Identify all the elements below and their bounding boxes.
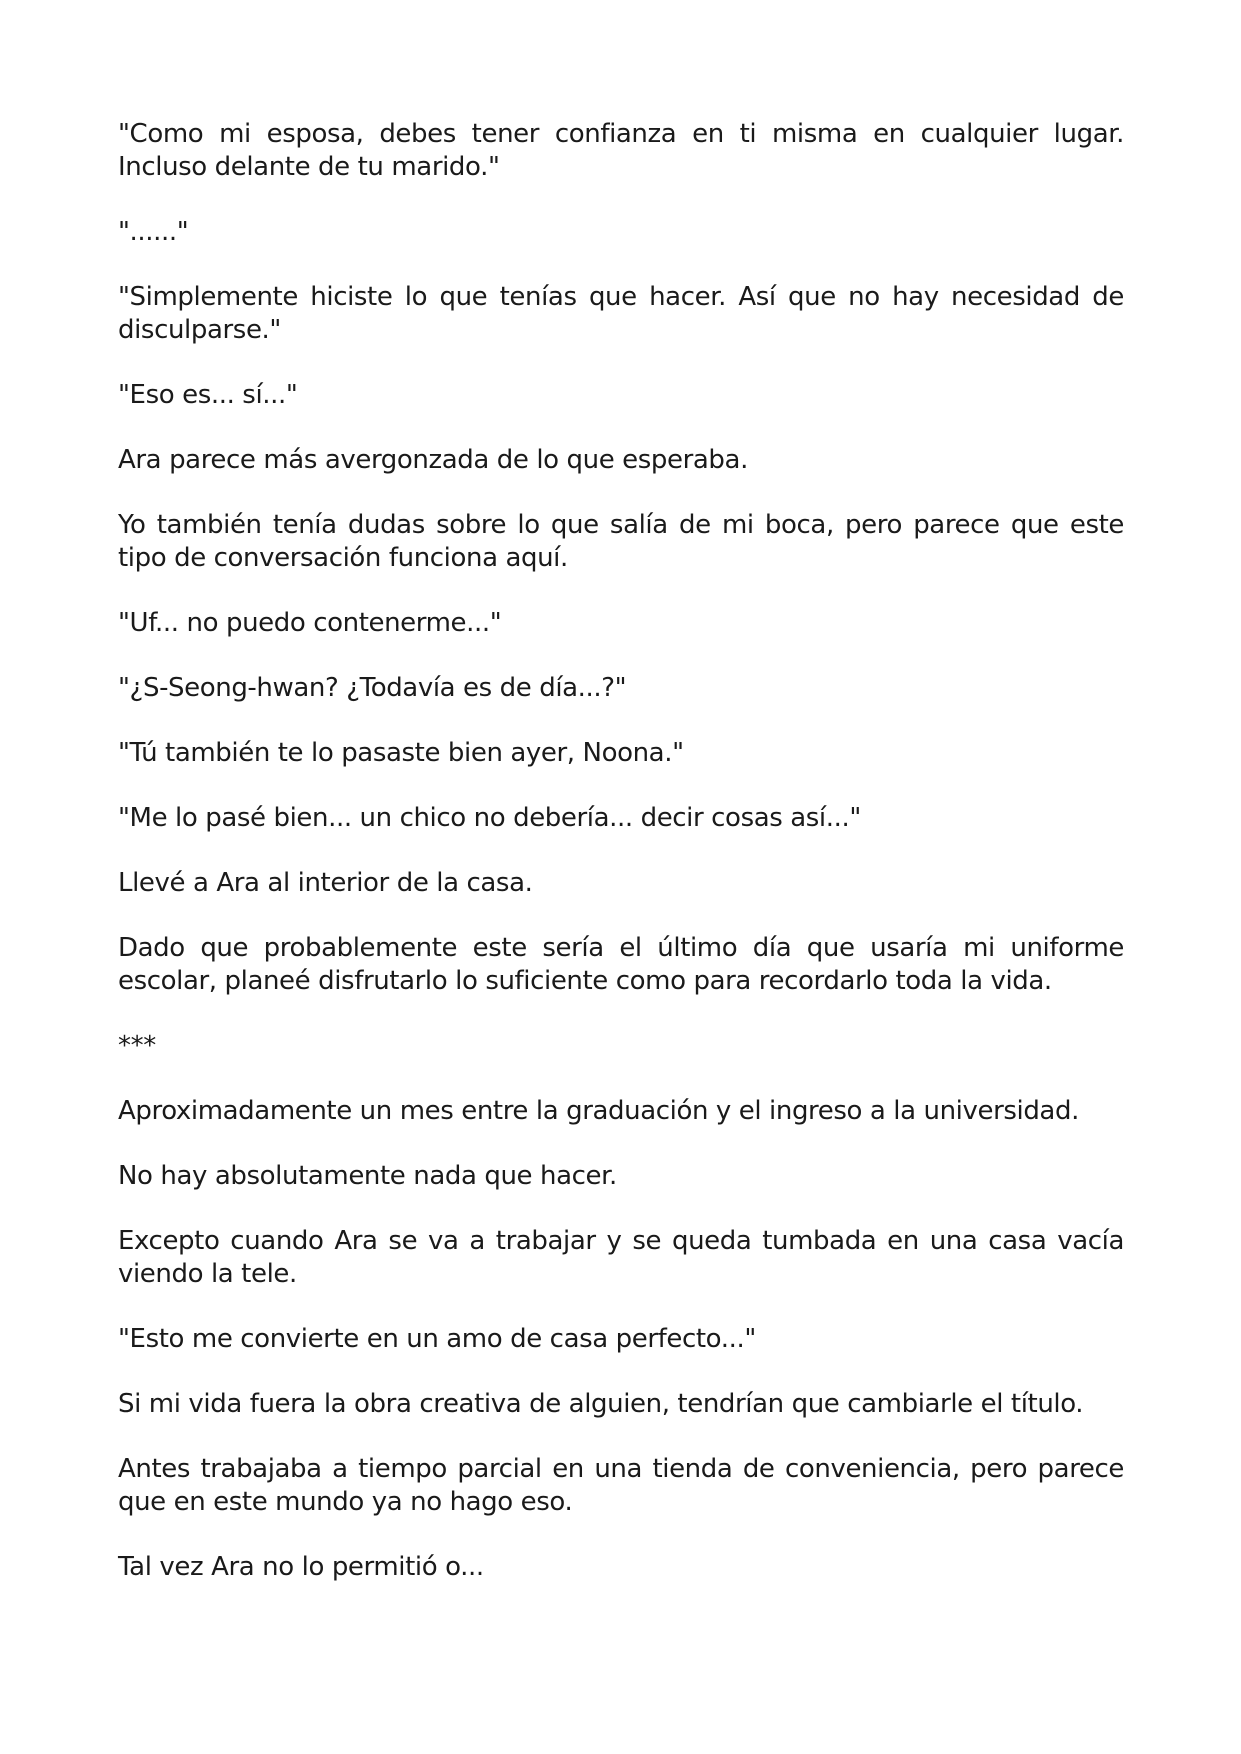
paragraph: "Simplemente hiciste lo que tenías que hacer. Así que no hay necesidad de disculparse." xyxy=(118,282,1124,345)
paragraph: Llevé a Ara al interior de la casa. xyxy=(118,868,533,898)
paragraph: Antes trabajaba a tiempo parcial en una tienda de conveniencia, pero parece que en este mundo ya no hago eso. xyxy=(118,1454,1124,1517)
paragraph: Excepto cuando Ara se va a trabajar y se queda tumbada en una casa vacía viendo la tele. xyxy=(118,1226,1124,1289)
paragraph: "Esto me convierte en un amo de casa perfecto..." xyxy=(118,1324,756,1354)
paragraph: Si mi vida fuera la obra creativa de alguien, tendrían que cambiarle el título. xyxy=(118,1389,1084,1419)
scene-break: *** xyxy=(118,1031,156,1061)
paragraph: Dado que probablemente este sería el último día que usaría mi uniforme escolar, planeé disfrutarlo lo suficiente como para recordarlo toda la vida. xyxy=(118,933,1124,996)
text-column xyxy=(118,118,1124,1616)
paragraph: "......" xyxy=(118,217,189,247)
paragraph: "Tú también te lo pasaste bien ayer, Noona." xyxy=(118,738,684,768)
paragraph: "¿S-Seong-hwan? ¿Todavía es de día...?" xyxy=(118,673,627,703)
paragraph: "Como mi esposa, debes tener confianza en ti misma en cualquier lugar. Incluso delante de tu marido." xyxy=(118,119,1124,182)
paragraph: "Eso es... sí..." xyxy=(118,380,298,410)
paragraph: Aproximadamente un mes entre la graduación y el ingreso a la universidad. xyxy=(118,1096,1079,1126)
paragraph: Yo también tenía dudas sobre lo que salía de mi boca, pero parece que este tipo de conversación funciona aquí. xyxy=(118,510,1124,573)
paragraph: Tal vez Ara no lo permitió o... xyxy=(118,1552,484,1582)
paragraph: "Uf... no puedo contenerme..." xyxy=(118,608,502,638)
paragraph: No hay absolutamente nada que hacer. xyxy=(118,1161,617,1191)
paragraph: Ara parece más avergonzada de lo que esperaba. xyxy=(118,445,748,475)
paragraph: "Me lo pasé bien... un chico no debería... decir cosas así..." xyxy=(118,803,861,833)
